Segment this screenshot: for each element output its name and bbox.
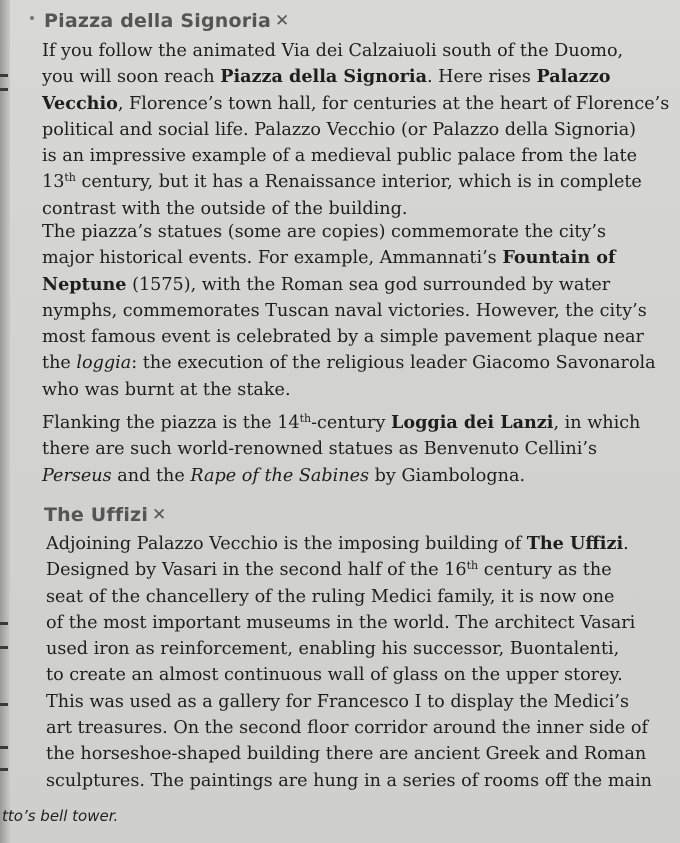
text-line: of the most important museums in the world. The architect Vasari [46, 612, 636, 633]
edge-mark [0, 74, 8, 77]
text-line: the loggia: the execution of the religious leader Giacomo Savonarola [42, 353, 656, 374]
text-line: political and social life. Palazzo Vecchio (or Palazzo della Signoria) [42, 119, 637, 140]
section-title-text: The Uffizi [44, 504, 149, 526]
text-line: Adjoining Palazzo Vecchio is the imposing building of The Uffizi. [46, 533, 629, 554]
paragraph-piazza-statues [42, 219, 667, 403]
edge-mark [0, 746, 8, 749]
cross-icon: ✕ [275, 11, 290, 31]
text-line: who was burnt at the stake. [42, 379, 291, 400]
text-line: is an impressive example of a medieval public palace from the late [42, 146, 637, 167]
text-line: Vecchio, Florence’s town hall, for centuries at the heart of Florence’s [42, 92, 670, 114]
text-line: If you follow the animated Via dei Calzaiuoli south of the Duomo, [42, 41, 624, 61]
edge-mark [0, 768, 8, 771]
text-line: used iron as reinforcement, enabling his successor, Buontalenti, [46, 639, 620, 660]
section-title-uffizi [44, 504, 167, 526]
text-line: Perseus and the Rape of the Sabines by Giambologna. [42, 465, 526, 486]
text-line: Neptune (1575), with the Roman sea god surrounded by water [42, 273, 611, 295]
text-line: 13th century, but it has a Renaissance interior, which is in complete [42, 171, 642, 193]
text-line: the horseshoe-shaped building there are ancient Greek and Roman [46, 744, 647, 765]
text-line: seat of the chancellery of the ruling Medici family, it is now one [46, 586, 615, 607]
section-title-piazza [44, 10, 290, 32]
text-line: Designed by Vasari in the second half of the 16th century as the [46, 559, 612, 581]
photo-caption: tto’s bell tower. [2, 807, 119, 825]
page-edge [0, 0, 10, 843]
text-line: major historical events. For example, Ammannati’s Fountain of [42, 247, 616, 269]
bullet-dot [30, 16, 34, 20]
text-line: The piazza’s statues (some are copies) commemorate the city’s [42, 222, 607, 242]
paragraph-uffizi [46, 531, 671, 794]
text-line: sculptures. The paintings are hung in a series of rooms off the main [46, 770, 652, 791]
paragraph-piazza-intro [42, 38, 670, 222]
edge-mark [0, 703, 8, 706]
cross-icon: ✕ [152, 505, 167, 525]
text-line: Flanking the piazza is the 14th-century Loggia dei Lanzi, in which [42, 412, 641, 433]
text-line: you will soon reach Piazza della Signoria. Here rises Palazzo [42, 66, 611, 88]
text-line: contrast with the outside of the building. [42, 198, 408, 219]
text-line: art treasures. On the second floor corridor around the inner side of [46, 718, 648, 739]
section-title-text: Piazza della Signoria [44, 10, 272, 32]
text-line: there are such world-renowned statues as Benvenuto Cellini’s [42, 439, 597, 460]
edge-mark [0, 88, 8, 91]
text-line: nymphs, commemorates Tuscan naval victories. However, the city’s [42, 300, 647, 321]
edge-mark [0, 646, 8, 649]
text-line: most famous event is celebrated by a simple pavement plaque near [42, 327, 644, 348]
paragraph-loggia [42, 410, 667, 489]
edge-mark [0, 622, 8, 625]
text-line: to create an almost continuous wall of glass on the upper storey. [46, 665, 623, 686]
text-line: This was used as a gallery for Francesco I to display the Medici’s [46, 691, 629, 712]
